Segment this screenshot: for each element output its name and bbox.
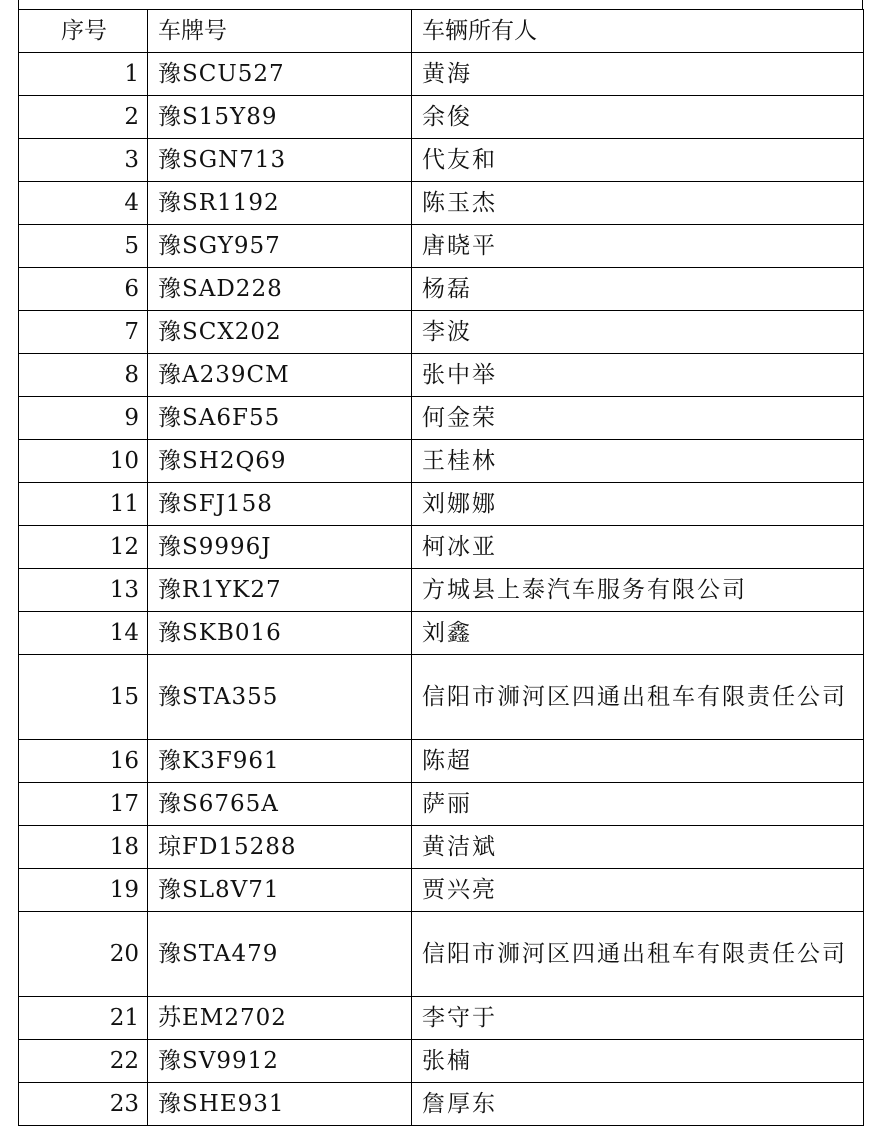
- row-owner: 杨磊: [412, 268, 864, 311]
- row-plate: 豫SGY957: [148, 225, 412, 268]
- row-owner: 王桂林: [412, 440, 864, 483]
- table-row: [19, 182, 864, 225]
- row-index: 9: [19, 397, 148, 440]
- table-row: [19, 268, 864, 311]
- row-owner: 刘鑫: [412, 612, 864, 655]
- table-row: [19, 740, 864, 783]
- row-owner: 张中举: [412, 354, 864, 397]
- row-owner: 张楠: [412, 1040, 864, 1083]
- table-row: [19, 569, 864, 612]
- row-plate: 豫S9996J: [148, 526, 412, 569]
- row-plate: 豫STA479: [148, 912, 412, 997]
- row-index: 8: [19, 354, 148, 397]
- header-owner: 车辆所有人: [412, 10, 864, 53]
- row-index: 7: [19, 311, 148, 354]
- row-owner: 黄海: [412, 53, 864, 96]
- row-plate: 豫SFJ158: [148, 483, 412, 526]
- row-plate: 豫A239CM: [148, 354, 412, 397]
- row-owner: 信阳市浉河区四通出租车有限责任公司: [412, 655, 864, 740]
- row-plate: 豫SV9912: [148, 1040, 412, 1083]
- row-plate: 豫S15Y89: [148, 96, 412, 139]
- table-row: [19, 655, 864, 740]
- row-owner: 余俊: [412, 96, 864, 139]
- row-owner: 刘娜娜: [412, 483, 864, 526]
- row-plate: 豫SHE931: [148, 1083, 412, 1126]
- row-plate: 豫SH2Q69: [148, 440, 412, 483]
- row-index: 2: [19, 96, 148, 139]
- row-plate: 琼FD15288: [148, 826, 412, 869]
- table-row: [19, 397, 864, 440]
- row-plate: 豫R1YK27: [148, 569, 412, 612]
- row-owner: 方城县上泰汽车服务有限公司: [412, 569, 864, 612]
- row-plate: 豫SAD228: [148, 268, 412, 311]
- table-header-row: [19, 10, 864, 53]
- row-owner: 信阳市浉河区四通出租车有限责任公司: [412, 912, 864, 997]
- row-index: 23: [19, 1083, 148, 1126]
- table-row: [19, 53, 864, 96]
- table-row: [19, 1083, 864, 1126]
- row-index: 6: [19, 268, 148, 311]
- row-index: 15: [19, 655, 148, 740]
- row-index: 11: [19, 483, 148, 526]
- table-row: [19, 96, 864, 139]
- row-plate: 豫S6765A: [148, 783, 412, 826]
- row-plate: 豫SL8V71: [148, 869, 412, 912]
- table-row: [19, 440, 864, 483]
- row-index: 14: [19, 612, 148, 655]
- row-owner: 唐晓平: [412, 225, 864, 268]
- vehicle-owner-table: [18, 9, 864, 1126]
- row-owner: 陈超: [412, 740, 864, 783]
- row-owner: 柯冰亚: [412, 526, 864, 569]
- row-index: 4: [19, 182, 148, 225]
- row-owner: 黄洁斌: [412, 826, 864, 869]
- row-plate: 豫SR1192: [148, 182, 412, 225]
- table-row: [19, 311, 864, 354]
- row-owner: 贾兴亮: [412, 869, 864, 912]
- row-owner: 萨丽: [412, 783, 864, 826]
- row-plate: 豫STA355: [148, 655, 412, 740]
- row-owner: 李守于: [412, 997, 864, 1040]
- header-plate: 车牌号: [148, 10, 412, 53]
- row-index: 10: [19, 440, 148, 483]
- row-plate: 豫SKB016: [148, 612, 412, 655]
- row-owner: 何金荣: [412, 397, 864, 440]
- table-row: [19, 612, 864, 655]
- row-owner: 詹厚东: [412, 1083, 864, 1126]
- table-row: [19, 526, 864, 569]
- row-index: 5: [19, 225, 148, 268]
- row-owner: 陈玉杰: [412, 182, 864, 225]
- row-index: 1: [19, 53, 148, 96]
- table-row: [19, 783, 864, 826]
- header-index: 序号: [19, 10, 148, 53]
- row-plate: 豫SCU527: [148, 53, 412, 96]
- table-row: [19, 354, 864, 397]
- table-row: [19, 483, 864, 526]
- row-index: 19: [19, 869, 148, 912]
- row-plate: 苏EM2702: [148, 997, 412, 1040]
- row-index: 3: [19, 139, 148, 182]
- row-index: 22: [19, 1040, 148, 1083]
- row-index: 20: [19, 912, 148, 997]
- table-row: [19, 826, 864, 869]
- row-index: 16: [19, 740, 148, 783]
- row-plate: 豫K3F961: [148, 740, 412, 783]
- table-row: [19, 912, 864, 997]
- row-plate: 豫SCX202: [148, 311, 412, 354]
- table-row: [19, 225, 864, 268]
- row-plate: 豫SA6F55: [148, 397, 412, 440]
- table-row: [19, 1040, 864, 1083]
- row-index: 21: [19, 997, 148, 1040]
- row-index: 13: [19, 569, 148, 612]
- row-index: 12: [19, 526, 148, 569]
- row-owner: 李波: [412, 311, 864, 354]
- row-index: 18: [19, 826, 148, 869]
- row-index: 17: [19, 783, 148, 826]
- table-row: [19, 997, 864, 1040]
- row-owner: 代友和: [412, 139, 864, 182]
- row-plate: 豫SGN713: [148, 139, 412, 182]
- table-row: [19, 139, 864, 182]
- table-row: [19, 869, 864, 912]
